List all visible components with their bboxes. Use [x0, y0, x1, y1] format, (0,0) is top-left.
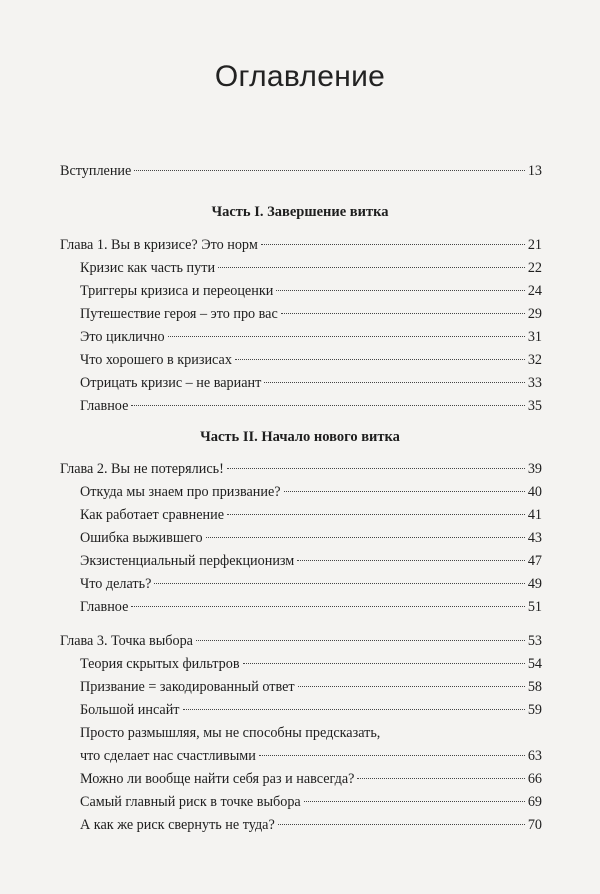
dot-leader [196, 640, 525, 641]
toc-entry-label: А как же риск свернуть не туда? [80, 817, 275, 833]
toc-page-number: 22 [527, 260, 542, 276]
toc-page-number: 13 [527, 163, 542, 179]
toc-page-number: 63 [527, 748, 542, 764]
toc-page-number: 40 [527, 484, 542, 500]
toc-entry-section[interactable] [80, 304, 542, 324]
toc-entry-section[interactable] [80, 746, 542, 766]
dot-leader [278, 824, 525, 825]
toc-entry-section[interactable] [80, 792, 542, 812]
toc-entry-label: что сделает нас счастливыми [80, 748, 256, 764]
toc-entry-section[interactable] [80, 551, 542, 571]
toc-entry-section[interactable] [80, 396, 542, 416]
toc-entry-label: Призвание = закодированный ответ [80, 679, 295, 695]
toc-entry-label: Экзистенциальный перфекционизм [80, 553, 295, 569]
toc-entry-label: Путешествие героя – это про вас [80, 306, 278, 322]
dot-leader [131, 606, 524, 607]
part-heading: Часть I. Завершение витка [211, 204, 389, 220]
toc-entry-chapter-1[interactable] [60, 235, 542, 255]
dot-leader [131, 405, 524, 406]
dot-leader [183, 709, 525, 710]
dot-leader [261, 244, 525, 245]
dot-leader [259, 755, 525, 756]
toc-entry-section[interactable] [80, 505, 542, 525]
toc-page-number: 39 [527, 461, 542, 477]
dot-leader [235, 359, 525, 360]
dot-leader [227, 468, 525, 469]
toc-entry-label: Триггеры кризиса и переоценки [80, 283, 274, 299]
dot-leader [134, 170, 524, 171]
toc-entry-label: Главное [80, 398, 129, 414]
dot-leader [304, 801, 525, 802]
toc-page-number: 29 [527, 306, 542, 322]
dot-leader [298, 686, 525, 687]
toc-page-number: 21 [527, 237, 542, 253]
toc-page-number: 69 [527, 794, 542, 810]
toc-entry-section[interactable] [80, 281, 542, 301]
toc-page-number: 49 [527, 576, 542, 592]
toc-entry-section[interactable] [80, 597, 542, 617]
toc-entry-section[interactable] [80, 815, 542, 835]
dot-leader [297, 560, 525, 561]
dot-leader [168, 336, 525, 337]
toc-entry-section[interactable] [80, 258, 542, 278]
toc-page-number: 70 [527, 817, 542, 833]
toc-entry-section[interactable] [80, 350, 542, 370]
dot-leader [276, 290, 525, 291]
dot-leader [154, 583, 524, 584]
toc-page-number: 58 [527, 679, 542, 695]
toc-entry-label: Откуда мы знаем про призвание? [80, 484, 281, 500]
dot-leader [264, 382, 524, 383]
toc-page-number: 54 [527, 656, 542, 672]
toc-page-number: 59 [527, 702, 542, 718]
toc-entry-label: Глава 2. Вы не потерялись! [60, 461, 224, 477]
toc-page-number: 51 [527, 599, 542, 615]
dot-leader [218, 267, 525, 268]
dot-leader [357, 778, 524, 779]
toc-entry-section[interactable] [80, 677, 542, 697]
toc-page-number: 47 [527, 553, 542, 569]
toc-entry-label: Ошибка выжившего [80, 530, 203, 546]
toc-page-number: 31 [527, 329, 542, 345]
toc-page-number: 35 [527, 398, 542, 414]
toc-page-number: 43 [527, 530, 542, 546]
toc-entry-label: Что хорошего в кризисах [80, 352, 232, 368]
toc-entry-label: Самый главный риск в точке выбора [80, 794, 301, 810]
toc-entry-label: Отрицать кризис – не вариант [80, 375, 262, 391]
toc-entry-intro[interactable] [60, 161, 542, 181]
toc-entry-section[interactable] [80, 327, 542, 347]
toc-entry-section[interactable] [80, 373, 542, 393]
toc-entry-label: Вступление [60, 163, 132, 179]
toc-entry-label: Глава 3. Точка выбора [60, 633, 193, 649]
toc-entry-label: Это циклично [80, 329, 165, 345]
toc-entry-section[interactable] [80, 574, 542, 594]
toc-page-number: 41 [527, 507, 542, 523]
dot-leader [227, 514, 525, 515]
toc-entry-label: Можно ли вообще найти себя раз и навсегда? [80, 771, 355, 787]
page-title: Оглавление [214, 60, 386, 93]
toc-entry-label: Главное [80, 599, 129, 615]
toc-entry-chapter-2[interactable] [60, 459, 542, 479]
toc-page-number: 33 [527, 375, 542, 391]
toc-entry-label-line-1: Просто размышляя, мы не способны предсказать, [80, 725, 381, 741]
toc-entry-label: Кризис как часть пути [80, 260, 216, 276]
dot-leader [281, 313, 525, 314]
toc-entry-section[interactable] [80, 700, 542, 720]
toc-page-number: 66 [527, 771, 542, 787]
dot-leader [206, 537, 525, 538]
toc-entry-label: Большой инсайт [80, 702, 180, 718]
toc-entry-label: Глава 1. Вы в кризисе? Это норм [60, 237, 258, 253]
toc-entry-label: Что делать? [80, 576, 152, 592]
toc-page-number: 32 [527, 352, 542, 368]
toc-entry-section[interactable] [80, 482, 542, 502]
toc-entry-section[interactable] [80, 769, 542, 789]
toc-page-number: 53 [527, 633, 542, 649]
toc-entry-label: Теория скрытых фильтров [80, 656, 240, 672]
toc-entry-section[interactable] [80, 654, 542, 674]
part-heading: Часть II. Начало нового витка [200, 429, 400, 445]
toc-entry-chapter-3[interactable] [60, 631, 542, 651]
toc-page-number: 24 [527, 283, 542, 299]
toc-entry-label: Как работает сравнение [80, 507, 225, 523]
toc-entry-section[interactable] [80, 528, 542, 548]
dot-leader [243, 663, 525, 664]
dot-leader [284, 491, 525, 492]
